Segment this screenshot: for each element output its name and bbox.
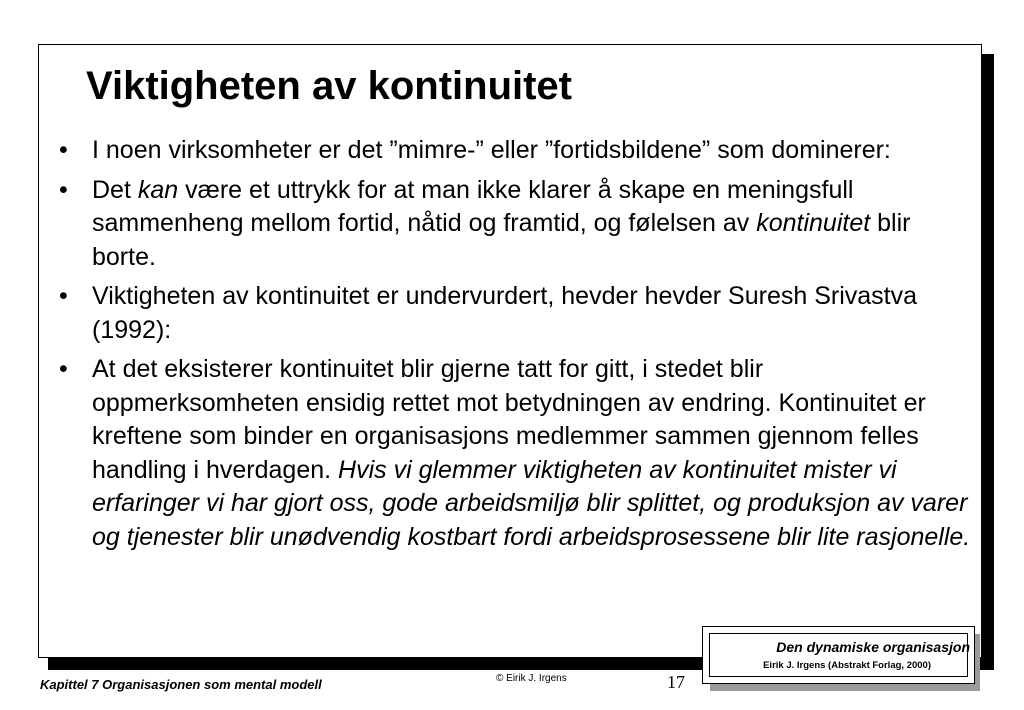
book-title: Den dynamiske organisasjon (776, 639, 970, 655)
bullet-marker: • (59, 355, 68, 383)
bullet-item (56, 353, 971, 554)
bullet-item (56, 174, 971, 275)
bullet-item (56, 280, 971, 347)
bullet-item (56, 134, 971, 168)
slide-title: Viktigheten av kontinuitet (86, 64, 572, 108)
bullet-text-part: At det eksisterer kontinuitet blir gjerne tatt for gitt, i stedet blir oppmerksomheten ensidig rettet mot betydningen av endring. Kontinuitet er kreftene som binder en organisasjons medlemmer sammen gjennom felles handling i hverdagen. (92, 355, 926, 484)
bullet-emphasis: kan (137, 175, 179, 204)
copyright-notice: © Eirik J. Irgens (496, 673, 567, 684)
bullet-text-part: Det (92, 175, 138, 204)
bullet-marker: • (59, 175, 68, 204)
page-number: 17 (667, 672, 685, 692)
bullet-text-part: være et uttrykk for at man ikke klarer å skape en meningsfull sammenheng mellom fortid, nåtid og framtid, og følelsen av (92, 175, 854, 237)
bullet-text-part: blir borte. (92, 209, 911, 271)
chapter-footer: Kapittel 7 Organisasjonen som mental modell (40, 677, 322, 692)
bullet-marker: • (59, 282, 68, 310)
book-author: Eirik J. Irgens (Abstrakt Forlag, 2000) (763, 660, 931, 671)
bullet-text: Viktigheten av kontinuitet er undervurdert, hevder hevder Suresh Srivastva (1992): (92, 282, 917, 344)
bullet-emphasis: kontinuitet (756, 209, 871, 237)
bullet-text: I noen virksomheter er det ”mimre-” eller ”fortidsbildene” som dominerer: (92, 136, 891, 164)
bullet-emphasis: Hvis vi glemmer viktigheten av kontinuitet mister vi erfaringer vi har gjort oss, gode arbeidsmiljø blir splittet, og produksjon av varer og tjenester blir unødvendig kostbart fordi arbeidsprosessene blir lite rasjonelle. (92, 455, 971, 551)
bullet-marker: • (59, 136, 68, 164)
bullet-list (56, 134, 971, 560)
book-caption-box (702, 626, 975, 684)
